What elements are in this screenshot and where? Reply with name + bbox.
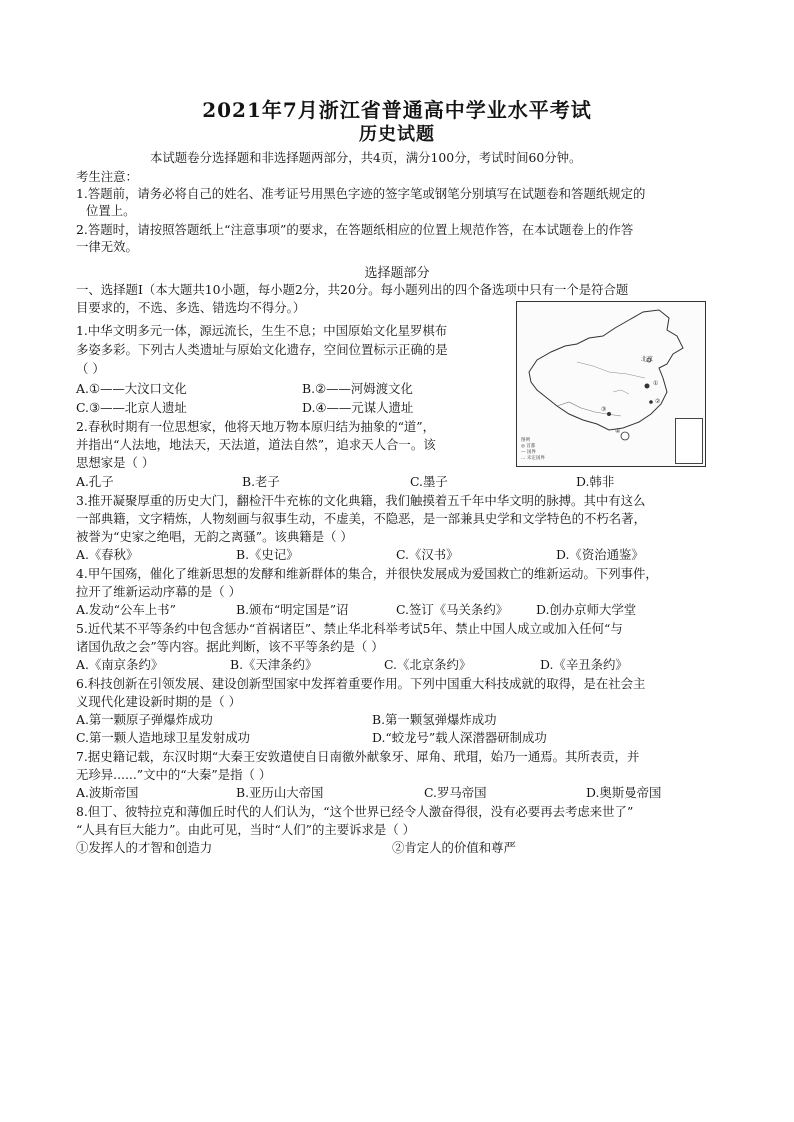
exam-intro: 本试题卷分选择题和非选择题两部分，共4页，满分100分，考试时间60分钟。 <box>150 150 582 165</box>
q2-stem-cont: 并指出“人法地，地法天，天法道，道法自然”，追求天人合一。该 <box>76 437 436 452</box>
q4-stem-cont: 拉开了维新运动序幕的是（ ） <box>76 584 242 599</box>
q3-option-d: D.《资治通鉴》 <box>556 547 644 562</box>
q2-option-c: C.墨子 <box>410 474 448 489</box>
q5-stem-cont: 诸国仇敌之会”等内容。据此判断，该不平等条约是（ ） <box>76 639 384 654</box>
q1-stem-cont: 多姿多彩。下列古人类遗址与原始文化遗存，空间位置标示正确的是 <box>76 342 448 357</box>
legend-undetermined: … 未定国界 <box>521 456 545 461</box>
q3-stem-cont: 一部典籍，文字精炼，人物刻画与叙事生动，不虚美，不隐恶，是一部兼具史学和文学特色的不朽名著， <box>76 511 646 526</box>
map-label-beijing: 北京 <box>641 356 654 363</box>
q5-option-a: A.《南京条约》 <box>76 657 164 672</box>
q5-stem: 5.近代某不平等条约中包含惩办“首祸诸臣”、禁止华北科举考试5年、禁止中国人成立或加入任何“与 <box>76 621 623 636</box>
map-label-4: ④ <box>615 428 621 435</box>
q3-option-a: A.《春秋》 <box>76 547 139 562</box>
q5-option-d: D.《辛丑条约》 <box>540 657 628 672</box>
part1-instructions-cont: 目要求的，不选、多选、错选均不得分。） <box>76 300 306 315</box>
q1-option-d: D.④——元谋人遗址 <box>302 400 414 415</box>
map-label-3: ③ <box>601 406 607 413</box>
q7-option-d: D.奥斯曼帝国 <box>586 785 662 800</box>
q2-option-a: A.孔子 <box>76 474 114 489</box>
map-label-2: ② <box>655 398 661 405</box>
q4-option-d: D.创办京师大学堂 <box>536 602 637 617</box>
q4-option-b: B.颁布“明定国是”诏 <box>236 602 349 617</box>
q8-stem-cont: “人具有巨大能力”。由此可见，当时“人们”的主要诉求是（ ） <box>76 822 416 837</box>
q1-option-c: C.③——北京人遗址 <box>76 400 187 415</box>
q6-option-b: B.第一颗氢弹爆炸成功 <box>372 712 497 727</box>
q6-stem: 6.科技创新在引领发展、建设创新型国家中发挥着重要作用。下列中国重大科技成就的取得，是在社会主 <box>76 676 646 691</box>
q1-stem: 1.中华文明多元一体，源远流长，生生不息；中国原始文化星罗棋布 <box>76 323 448 338</box>
q8-option-2: ②肯定人的价值和尊严 <box>392 840 516 855</box>
q7-stem-cont: 无珍异......”文中的“大秦”是指（ ） <box>76 767 272 782</box>
q1-option-b: B.②——河姆渡文化 <box>302 381 413 396</box>
notice-item-2: 2.答题时，请按照答题纸上“注意事项”的要求，在答题纸相应的位置上规范作答，在本试题卷上的作答 <box>76 222 634 237</box>
q1-bracket: （ ） <box>76 361 105 376</box>
notice-item-1: 1.答题前，请务必将自己的姓名、准考证号用黑色字迹的签字笔或钢笔分别填写在试题卷和答题纸规定的 <box>76 186 646 201</box>
q7-option-c: C.罗马帝国 <box>424 785 487 800</box>
q7-stem: 7.据史籍记载，东汉时期“大秦王安敦遣使自日南徼外献象牙、犀角、玳瑁，始乃一通焉。其所表贡，并 <box>76 749 640 764</box>
q3-option-c: C.《汉书》 <box>396 547 459 562</box>
q5-option-b: B.《天津条约》 <box>230 657 318 672</box>
q4-stem: 4.甲午国殇，催化了维新思想的发酵和维新群体的集合，并很快发展成为爱国救亡的维新运动。下列事件， <box>76 566 658 581</box>
notice-item-1-cont: 位置上。 <box>86 203 136 218</box>
q2-stem: 2.春秋时期有一位思想家，他将天地万物本原归结为抽象的“道”， <box>76 419 436 434</box>
q5-option-c: C.《北京条约》 <box>384 657 472 672</box>
q3-stem: 3.推开凝聚厚重的历史大门，翻检汗牛充栋的文化典籍，我们触摸着五千年中华文明的脉搏。其中有这么 <box>76 493 646 508</box>
q3-stem-cont-2: 被誉为“史家之绝唱，无韵之离骚”。该典籍是（ ） <box>76 529 353 544</box>
q3-option-b: B.《史记》 <box>236 547 299 562</box>
q8-option-1: ①发挥人的才智和创造力 <box>76 840 213 855</box>
part1-instructions: 一、选择题Ⅰ（本大题共10小题，每小题2分，共20分。每小题列出的四个备选项中只有一个是符合题 <box>76 282 629 297</box>
q2-bracket: 思想家是（ ） <box>76 455 155 470</box>
legend-capital: ◎ 首都 <box>521 444 536 449</box>
q6-option-a: A.第一颗原子弹爆炸成功 <box>76 712 213 727</box>
q6-option-d: D.“蛟龙号”载人深潜器研制成功 <box>372 730 547 745</box>
q8-stem: 8.但丁、彼特拉克和薄伽丘时代的人们认为，“这个世界已经令人激奋得很，没有必要再去考虑来世了” <box>76 804 634 819</box>
section-title: 选择题部分 <box>364 266 430 281</box>
notice-heading: 考生注意： <box>76 169 138 184</box>
map-label-1: ① <box>653 380 659 387</box>
q6-stem-cont: 义现代化建设新时期的是（ ） <box>76 694 242 709</box>
q4-option-c: C.签订《马关条约》 <box>396 602 509 617</box>
q1-option-a: A.①——大汶口文化 <box>76 381 187 396</box>
q6-option-c: C.第一颗人造地球卫星发射成功 <box>76 730 251 745</box>
exam-title: 2021年7月浙江省普通高中学业水平考试 <box>202 98 592 122</box>
exam-subtitle: 历史试题 <box>359 124 435 145</box>
legend-border: — 国界 <box>521 450 536 455</box>
legend-title: 图例 <box>521 438 530 443</box>
q7-option-a: A.波斯帝国 <box>76 785 139 800</box>
q2-option-b: B.老子 <box>242 474 280 489</box>
notice-item-2-cont: 一律无效。 <box>76 239 138 254</box>
q7-option-b: B.亚历山大帝国 <box>236 785 324 800</box>
q4-option-a: A.发动“公车上书” <box>76 602 176 617</box>
q2-option-d: D.韩非 <box>576 474 615 489</box>
